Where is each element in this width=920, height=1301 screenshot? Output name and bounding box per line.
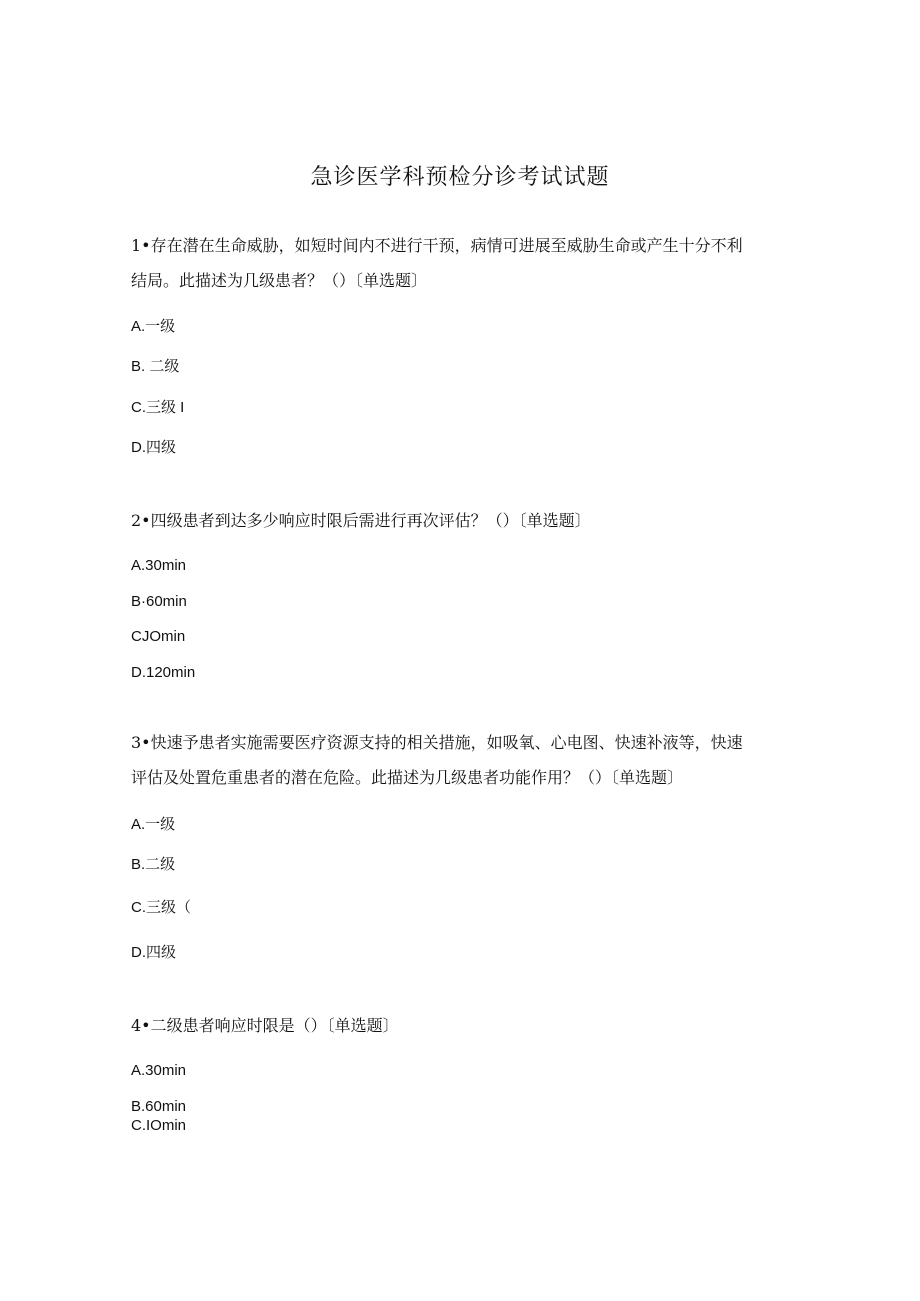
question-1-option-d: D.四级 [131,439,177,456]
question-2-option-c: CJOmin [131,628,186,645]
question-1-option-b: B. 二级 [131,358,180,375]
page-title: 急诊医学科预检分诊考试试题 [310,165,610,190]
question-1-text-line-1: 1•存在潜在生命威胁，如短时间内不进行干预，病情可进展至威胁生命或产生十分不利 [131,236,743,255]
question-1-option-c: C.三级 I [131,399,185,416]
question-3-text-line-1: 3•快速予患者实施需要医疗资源支持的相关措施，如吸氧、心电图、快速补液等，快速 [131,733,743,752]
question-2-option-b: B·60min [131,593,187,610]
question-3-option-a: A.一级 [131,816,176,833]
question-3-option-d: D.四级 [131,944,177,961]
question-4-text-line-1: 4•二级患者响应时限是（）〔单选题〕 [131,1016,399,1035]
question-2-option-a: A.30min [131,557,187,574]
question-3-text-line-2: 评估及处置危重患者的潜在危险。此描述为几级患者功能作用？（）〔单选题〕 [131,768,684,787]
question-4-option-c: C.IOmin [131,1117,187,1134]
question-1-option-a: A.一级 [131,318,176,335]
question-3-option-b: B.二级 [131,856,176,873]
question-4-option-b: B.60min [131,1098,187,1115]
question-2-option-d: D.120min [131,664,196,681]
question-2-text-line-1: 2•四级患者到达多少响应时限后需进行再次评估？（）〔单选题〕 [131,511,591,530]
question-4-option-a: A.30min [131,1062,187,1079]
question-1-text-line-2: 结局。此描述为几级患者？（）〔单选题〕 [131,271,428,290]
question-3-option-c: C.三级（ [131,899,192,916]
